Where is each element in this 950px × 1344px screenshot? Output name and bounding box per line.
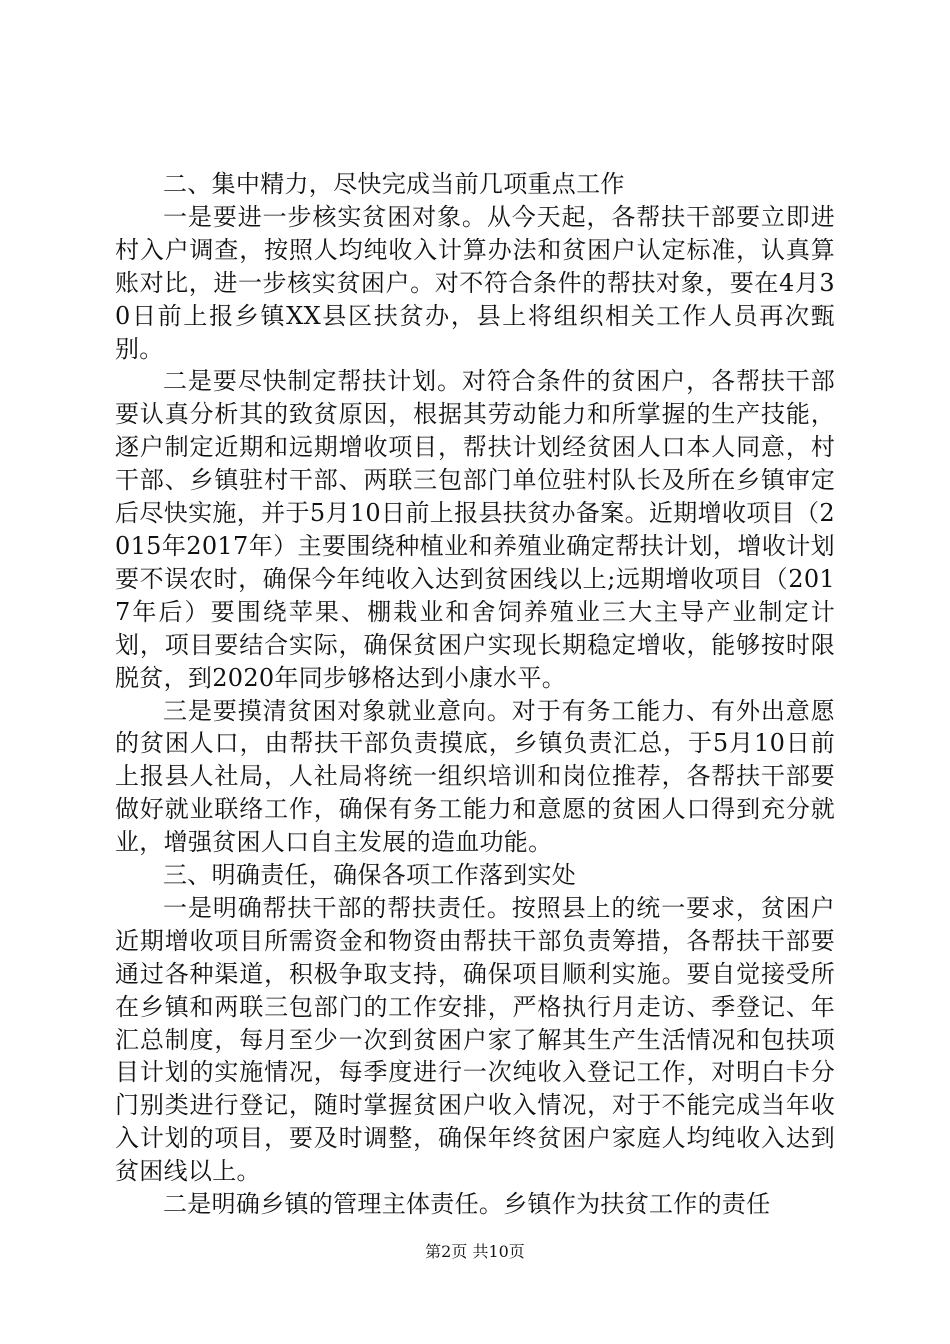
section-heading-two: 二、集中精力，尽快完成当前几项重点工作 [163,170,625,198]
paragraph-assistance-plan: 二是要尽快制定帮扶计划。对符合条件的贫困户，各帮扶干部要认真分析其的致贫原因，根据其劳动能力和所掌握的生产技能，逐户制定近期和远期增收项目，帮扶计划经贫困人口本人同意，村干部、乡镇驻村干部、两联三包部门单位驻村队长及所在乡镇审定后尽快实施，并于5月10日前上报县扶贫办备案。近期增收项目（2015年2017年）主要围绕种植业和养殖业确定帮扶计划，增收计划要不误农时，确保今年纯收入达到贫困线以上;远期增收项目（2017年后）要围绕苹果、棚栽业和舍饲养殖业三大主导产业制定计划，项目要结合实际，确保贫困户实现长期稳定增收，能够按时限脱贫，到2020年同步够格达到小康水平。 [115,367,835,692]
section-heading-three: 三、明确责任，确保各项工作落到实处 [163,861,577,890]
page-footer: 第2页 共10页 [425,1242,525,1261]
paragraph-township-responsibility: 二是明确乡镇的管理主体责任。乡镇作为扶贫工作的责任 [163,1190,771,1219]
paragraph-cadre-responsibility: 一是明确帮扶干部的帮扶责任。按照县上的统一要求，贫困户近期增收项目所需资金和物资由帮扶干部负责筹措，各帮扶干部要通过各种渠道，积极争取支持，确保项目顺利实施。要自觉接受所在乡镇和两联三包部门的工作安排，严格执行月走访、季登记、年汇总制度，每月至少一次到贫困户家了解其生产生活情况和包扶项目计划的实施情况，每季度进行一次纯收入登记工作，对明白卡分门别类进行登记，随时掌握贫困户收入情况，对于不能完成当年收入计划的项目，要及时调整，确保年终贫困户家庭人均纯收入达到贫困线以上。 [115,893,835,1186]
document-body [115,168,835,1221]
paragraph-employment-intention: 三是要摸清贫困对象就业意向。对于有务工能力、有外出意愿的贫困人口，由帮扶干部负责摸底，乡镇负责汇总，于5月10日前上报县人社局，人社局将统一组织培训和岗位推荐，各帮扶干部要做好就业联络工作，确保有务工能力和意愿的贫困人口得到充分就业，增强贫困人口自主发展的造血功能。 [115,696,835,857]
paragraph-verify-targets: 一是要进一步核实贫困对象。从今天起，各帮扶干部要立即进村入户调查，按照人均纯收入计算办法和贫困户认定标准，认真算账对比，进一步核实贫困户。对不符合条件的帮扶对象，要在4月30日前上报乡镇XX县区扶贫办，县上将组织相关工作人员再次甄别。 [115,202,835,363]
